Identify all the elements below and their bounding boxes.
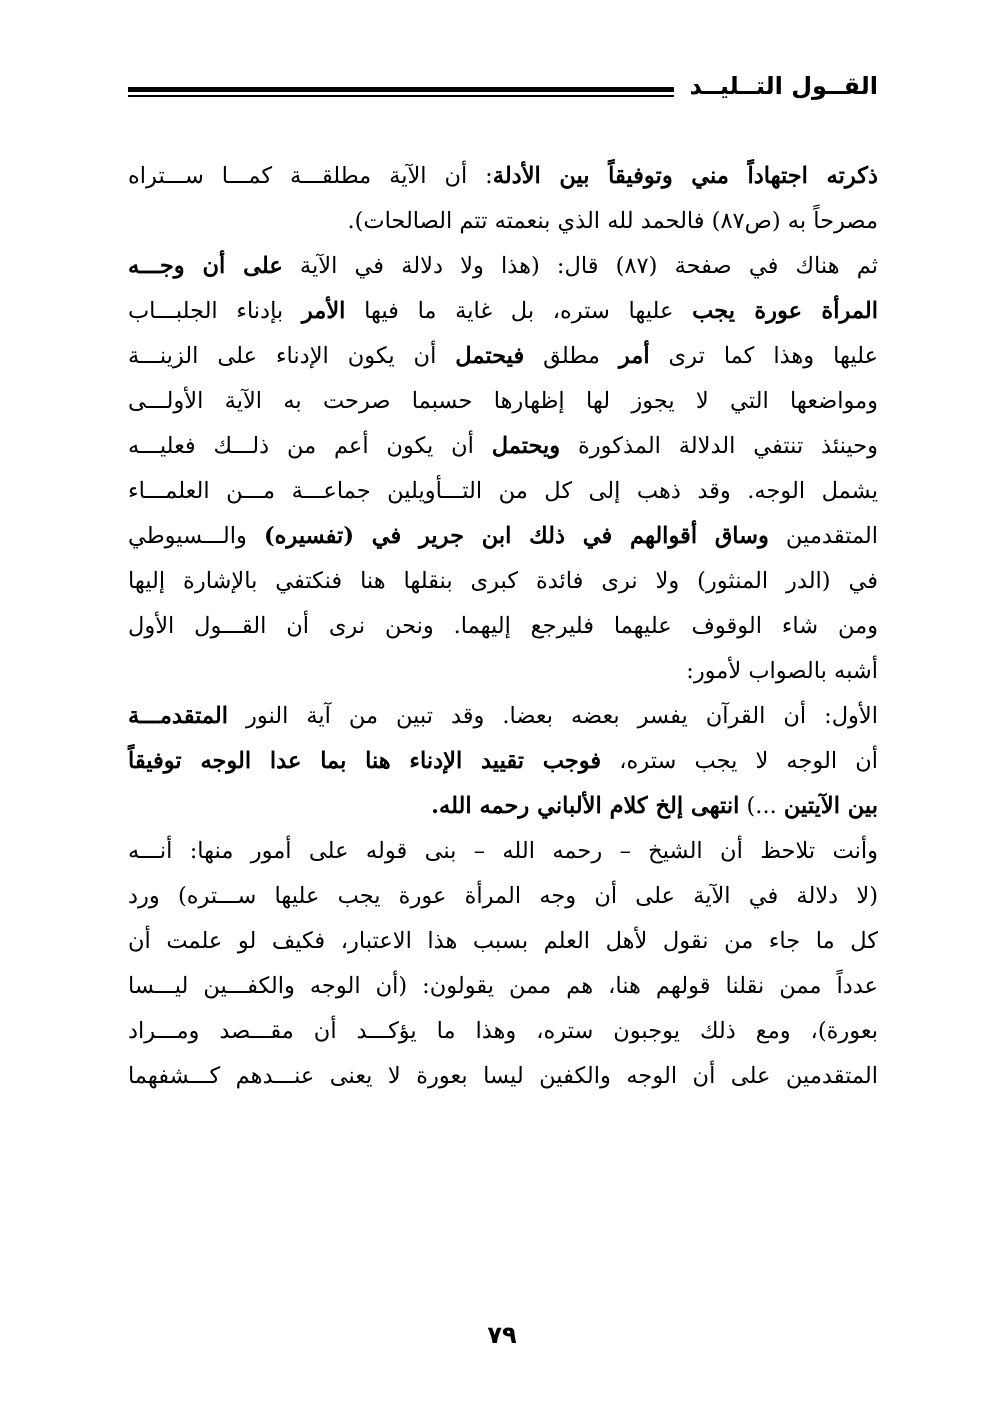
text-line (128, 289, 878, 334)
header-rule-thick (128, 87, 674, 92)
text-line (128, 919, 878, 964)
text-run: في (الدر المنثور) ولا نرى فائدة كبرى بنقلها هنا فنكتفي بالإشارة إليها (128, 568, 878, 594)
bold-text-run: على أن وجـــه (128, 253, 283, 279)
bold-text-run: أمر (618, 343, 650, 369)
text-line (128, 784, 878, 829)
text-run: أن يكون الإدناء على الزينـــة (128, 343, 456, 369)
text-run: بعورة)، ومع ذلك يوجبون ستره، وهذا ما يؤكـــد أن مقـــصد ومـــراد (128, 1018, 878, 1044)
text-line (128, 649, 878, 694)
text-line (128, 154, 878, 199)
bold-text-run: انتهى إلخ كلام الألباني رحمه الله. (431, 793, 740, 819)
text-run: مطلق (524, 343, 619, 369)
text-line (128, 424, 878, 469)
text-line (128, 694, 878, 739)
header-double-rule (128, 87, 674, 97)
text-line (128, 244, 878, 289)
body-text (128, 154, 878, 1099)
text-line (128, 1054, 878, 1099)
text-run: عليها ستره، بل غاية ما فيها (345, 298, 693, 324)
text-line (128, 559, 878, 604)
bold-text-run: الأمر (301, 298, 346, 324)
bold-text-run: فوجب تقييد الإدناء هنا بما عدا الوجه توفيقاً (128, 748, 602, 774)
bold-text-run: بين الآيتين (783, 793, 878, 819)
text-run: أن يكون أعم من ذلـــك فعليـــه (128, 433, 492, 459)
text-run: ومن شاء الوقوف عليهما فليرجع إليهما. ونحن نرى أن القـــول الأول (128, 613, 878, 639)
bold-text-run: ويحتمل (491, 433, 561, 459)
text-line (128, 874, 878, 919)
bold-text-run: وساق أقوالهم في ذلك ابن جرير في (تفسيره) (263, 523, 769, 549)
text-run: والـــسيوطي (128, 523, 264, 549)
text-line (128, 334, 878, 379)
text-run: ومواضعها التي لا يجوز لها إظهارها حسبما صرحت به الآية الأولـــى (128, 388, 878, 414)
text-line (128, 829, 878, 874)
text-run: وأنت تلاحظ أن الشيخ – رحمه الله – بنى قوله على أمور منها: أنـــه (128, 838, 878, 864)
bold-text-run: ذكرته اجتهاداً مني وتوفيقاً بين الأدلة (492, 163, 878, 189)
text-run: بإدناء الجلبـــاب (128, 298, 302, 324)
text-line (128, 604, 878, 649)
text-line (128, 964, 878, 1009)
page-header (128, 70, 878, 114)
text-run: الأول: أن القرآن يفسر بعضه بعضا. وقد تبين من آية النور (228, 703, 878, 729)
text-line (128, 514, 878, 559)
bold-text-run: فيحتمل (455, 343, 525, 369)
text-run: المتقدمين (768, 523, 878, 549)
running-title: القــول التــليــد (689, 72, 878, 100)
text-line (128, 739, 878, 784)
text-run: المتقدمين على أن الوجه والكفين ليسا بعورة لا يعنى عنـــدهم كـــشفهما (128, 1063, 878, 1089)
text-run: وحينئذ تنتفي الدلالة المذكورة (560, 433, 878, 459)
text-run: : أن الآية مطلقـــة كمـــا ســـتراه (128, 163, 493, 189)
text-line (128, 1009, 878, 1054)
bold-text-run: المرأة عورة يجب (692, 298, 878, 324)
page-number: ٧٩ (487, 1321, 517, 1349)
text-line (128, 469, 878, 514)
text-run: عدداً ممن نقلنا قولهم هنا، هم ممن يقولون: (أن الوجه والكفـــين ليـــسا (128, 973, 878, 999)
text-run: كل ما جاء من نقول لأهل العلم بسبب هذا الاعتبار، فكيف لو علمت أن (128, 928, 878, 954)
text-run: أشبه بالصواب لأمور: (686, 658, 878, 684)
text-run: مصرحاً به (ص٨٧) فالحمد لله الذي بنعمته تتم الصالحات). (347, 208, 878, 234)
text-run: يشمل الوجه. وقد ذهب إلى كل من التـــأويلين جماعـــة مـــن العلمـــاء (128, 478, 878, 504)
header-rule-thin (128, 95, 674, 97)
text-line (128, 199, 878, 244)
text-run: ...) (739, 793, 784, 819)
text-run: (لا دلالة في الآية على أن وجه المرأة عورة يجب عليها ســـتره) ورد (128, 883, 878, 909)
text-run: أن الوجه لا يجب ستره، (601, 748, 878, 774)
text-run: ثم هناك في صفحة (٨٧) قال: (هذا ولا دلالة في الآية (282, 253, 878, 279)
bold-text-run: المتقدمـــة (128, 703, 228, 729)
text-run: عليها وهذا كما ترى (649, 343, 879, 369)
text-line (128, 379, 878, 424)
